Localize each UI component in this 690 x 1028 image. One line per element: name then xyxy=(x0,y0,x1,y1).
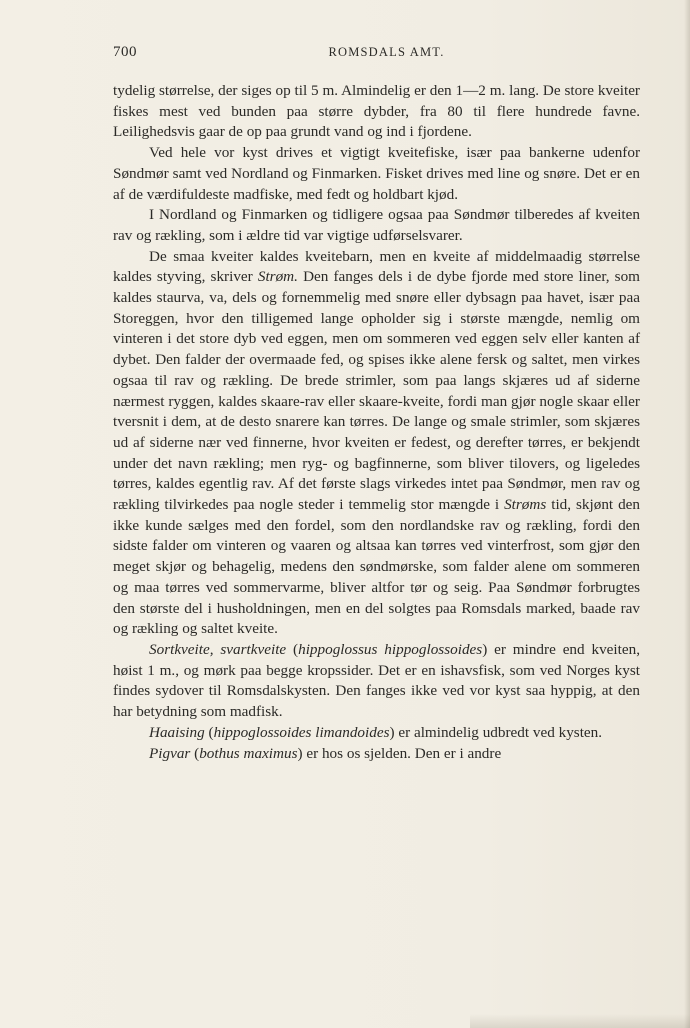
page-header xyxy=(113,44,640,64)
latin-pigvar: bothus maximus xyxy=(199,744,298,762)
latin-sortkveite: hippoglossus hippoglossoides xyxy=(298,640,483,658)
paragraph-5-text: ) er mindre end kveiten, høist 1 m., og mørk paa begge kropssider. Det er en ishavsfisk, som ved Norges kyst findes sydover til Romsdalskysten. Den fanges ikke ved vor kyst saa hyppig, at den har betydning som madfisk. xyxy=(113,640,640,721)
paragraph-4-part-a: De smaa kveiter kaldes kveitebarn, men en kveite af middelmaadig størrelse kaldes styving, skriver xyxy=(113,247,640,286)
paragraph-3: I Nordland og Finmarken og tidligere ogsaa paa Søndmør tilberedes af kveiten rav og rækling, som i ældre tid var vigtige udførselsvarer. xyxy=(113,206,640,244)
paragraph-2: Ved hele vor kyst drives et vigtigt kveitefiske, især paa bankerne udenfor Søndmør samt ved Nordland og Finmarken. Fisket drives med line og snøre. Det er en af de værdifuldeste madfiske, med fedt og holdbart kjød. xyxy=(113,144,640,203)
latin-haaising: hippoglossoides limandoides xyxy=(213,723,390,741)
paragraph-7 xyxy=(113,744,640,765)
paragraph-5 xyxy=(113,640,640,723)
species-haaising: Haaising xyxy=(149,723,205,741)
species-sortkveite: Sortkveite, svartkveite xyxy=(149,640,287,658)
page-number: 700 xyxy=(113,44,137,60)
author-strom: Strøm. xyxy=(257,268,298,286)
author-stroms: Strøms xyxy=(504,496,547,514)
page-edge-shadow xyxy=(684,0,690,1028)
species-pigvar: Pigvar xyxy=(149,744,191,762)
paragraph-6 xyxy=(113,723,640,744)
paragraph-4 xyxy=(113,247,640,640)
paragraph-4-part-c: tid, skjønt den ikke kunde sælges med den fordel, som den nordlandske rav og rækling, fordi den sidste falder om vinteren og vaaren og altsaa kan tørres ved vinterfrost, som gjør den meget skjør og behagelig, medens den søndmørske, som falder alene om sommeren og maa tørres ved sommervarme, bliver altfor tør og seig. Paa Søndmør forbrugtes den største del i husholdningen, men en del solgtes paa Romsdals marked, baade rav og rækling og saltet kveite. xyxy=(113,496,640,638)
paragraph-1: tydelig størrelse, der siges op til 5 m. Almindelig er den 1—2 m. lang. De store kveiter fiskes mest ved bunden paa større dybder, fra 80 til flere hundrede favne. Leilighedsvis gaar de op paa grundt vand og ind i fjordene. xyxy=(113,82,640,141)
running-head: ROMSDALS AMT. xyxy=(328,45,445,59)
paren-open: ( xyxy=(190,744,200,762)
page-corner-shadow xyxy=(470,1014,690,1028)
paragraph-7-text: ) er hos os sjelden. Den er i andre xyxy=(297,744,502,762)
body-text xyxy=(113,81,640,764)
paragraph-4-part-b: Den fanges dels i de dybe fjorde med store liner, som kaldes staurva, va, dels og fornemmelig med snøre eller dybsagn paa havet, især paa Storeggen, hvor den tilligemed lange opholder sig i største mængde, nemlig om vinteren i det store dyb ved eggen, men om sommeren ved eggen selv eller kanten af dybet. Den falder der overmaade fed, og spises ikke alene fersk og saltet, men virkes ogsaa til rav og rækling. De brede strimler, som paa langs skjæres ud af siderne nærmest ryggen, kaldes skaare-rav eller skaare-kveite, fordi man gjør nogle skaar eller tversnit i dem, at de desto snarere kan tørres. De lange og smale strimler, som skjæres ud af siderne nær ved finnerne, hvor kveiten er fedest, og derefter tørres, er bekjendt under det navn rækling; men ryg- og bagfinnerne, som bliver tilovers, og ligeledes tørres, kaldes egentlig rav. Af det første slags virkedes intet paa Søndmør, men rav og rækling tilvirkedes paa nogle steder i temmelig stor mængde i xyxy=(113,268,640,514)
paragraph-6-text: ) er almindelig udbredt ved kysten. xyxy=(389,723,603,741)
paren-open: ( xyxy=(204,723,214,741)
paren-open: ( xyxy=(286,640,299,658)
